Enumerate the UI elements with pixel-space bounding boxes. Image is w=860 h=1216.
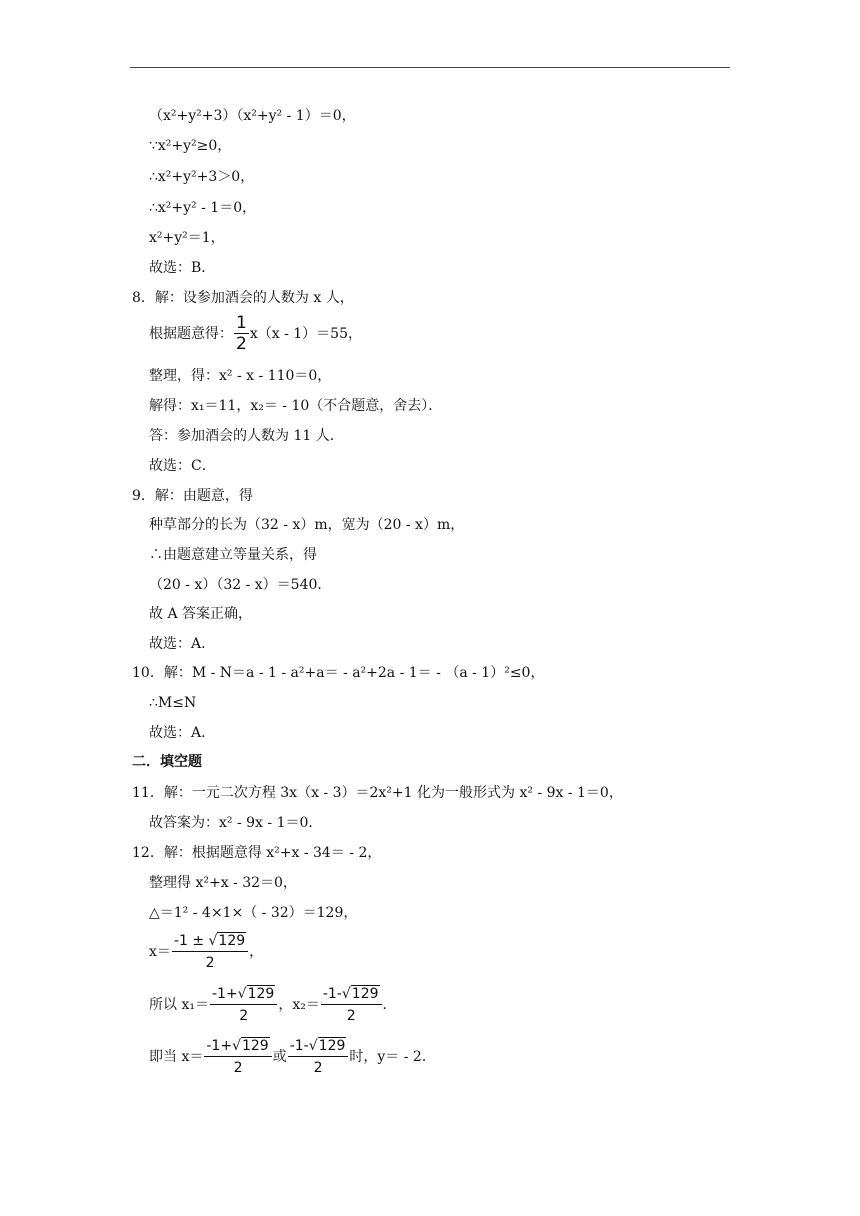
radicand: 129 bbox=[351, 986, 379, 1002]
numerator-text: -1 ± bbox=[173, 933, 209, 949]
text-line: ∴M≤N bbox=[149, 695, 197, 711]
text-line: （20 - x）（32 - x）＝540． bbox=[149, 577, 332, 593]
fraction-numerator: 1 bbox=[236, 313, 247, 333]
text-line: 故选：A． bbox=[149, 636, 216, 652]
equation-final bbox=[149, 1037, 436, 1077]
problem-12-heading: 12．解：根据题意得 x²+x - 34＝ - 2， bbox=[132, 845, 382, 861]
text-line: 种草部分的长为（32 - x）m，宽为（20 - x）m， bbox=[149, 517, 465, 533]
text-line: （x²+y²+3）（x²+y² - 1）＝0， bbox=[149, 108, 356, 124]
fraction bbox=[288, 1037, 349, 1077]
sqrt-icon: √129 bbox=[208, 933, 246, 949]
text-line: ∴由题意建立等量关系，得 bbox=[149, 547, 317, 563]
text-line: 答：参加酒会的人数为 11 人． bbox=[149, 428, 344, 444]
sqrt-icon: √129 bbox=[237, 986, 275, 1002]
text-line-with-fraction bbox=[149, 314, 362, 354]
equation-roots bbox=[149, 985, 397, 1025]
fraction-denominator: 2 bbox=[313, 1060, 323, 1076]
text-line: ∴x²+y²+3＞0， bbox=[149, 169, 255, 185]
text-line: 故选：B． bbox=[149, 260, 216, 276]
radicand: 129 bbox=[247, 986, 275, 1002]
radicand: 129 bbox=[318, 1038, 346, 1054]
sqrt-icon: √129 bbox=[341, 986, 379, 1002]
fraction-numerator bbox=[210, 985, 277, 1005]
fraction-numerator bbox=[288, 1037, 349, 1057]
header-rule bbox=[130, 67, 730, 68]
fraction-denominator: 2 bbox=[239, 1008, 249, 1024]
numerator-text: -1- bbox=[322, 986, 342, 1002]
sqrt-icon: √129 bbox=[308, 1038, 346, 1054]
text-segment: x（x - 1）＝55， bbox=[249, 326, 362, 342]
fraction-denominator: 2 bbox=[346, 1008, 356, 1024]
problem-10-heading: 10．解：M - N＝a - 1 - a²+a＝ - a²+2a - 1＝ - （a - 1）²≤0， bbox=[132, 665, 545, 681]
fraction-denominator: 2 bbox=[236, 334, 247, 354]
fraction-numerator bbox=[204, 1037, 271, 1057]
fraction-denominator: 2 bbox=[205, 955, 215, 971]
equation-x bbox=[149, 932, 263, 972]
fraction bbox=[204, 1037, 271, 1077]
text-segment: 即当 x＝ bbox=[149, 1049, 204, 1065]
text-segment: ， bbox=[249, 944, 264, 960]
fraction bbox=[172, 932, 248, 972]
text-segment: ． bbox=[382, 997, 397, 1013]
fraction-denominator: 2 bbox=[233, 1060, 243, 1076]
text-segment: 或 bbox=[272, 1049, 287, 1065]
sqrt-icon: √129 bbox=[232, 1038, 269, 1054]
text-segment: ，x₂＝ bbox=[278, 997, 320, 1013]
fraction-numerator bbox=[172, 932, 248, 952]
text-line: 整理得 x²+x - 32＝0， bbox=[149, 875, 297, 891]
section-heading: 二．填空题 bbox=[132, 754, 202, 770]
text-line: x²+y²＝1， bbox=[149, 230, 225, 246]
text-line: 故 A 答案正确， bbox=[149, 606, 253, 622]
text-segment: 时，y＝ - 2． bbox=[349, 1049, 436, 1065]
text-line: ∵x²+y²≥0， bbox=[149, 138, 232, 154]
problem-9-heading: 9．解：由题意，得 bbox=[132, 488, 253, 504]
text-line: 解得：x₁＝11，x₂＝ - 10（不合题意，舍去）． bbox=[149, 398, 443, 414]
text-line: 故选：A． bbox=[149, 725, 216, 741]
fraction-numerator bbox=[321, 985, 382, 1005]
text-line: 故答案为：x² - 9x - 1＝0． bbox=[149, 815, 323, 831]
text-line: ∴x²+y² - 1＝0， bbox=[149, 200, 257, 216]
problem-8-heading: 8．解：设参加酒会的人数为 x 人， bbox=[132, 290, 354, 306]
problem-11-heading: 11．解：一元二次方程 3x（x - 3）＝2x²+1 化为一般形式为 x² - 9x - 1＝0， bbox=[132, 785, 623, 801]
text-segment: x＝ bbox=[149, 944, 171, 960]
numerator-text: -1- bbox=[289, 1038, 309, 1054]
text-line: 故选：C． bbox=[149, 458, 216, 474]
radicand: 129 bbox=[218, 933, 246, 949]
text-segment: 根据题意得： bbox=[149, 326, 233, 342]
numerator-text: -1+ bbox=[206, 1038, 233, 1054]
text-line: △＝1² - 4×1×（ - 32）＝129， bbox=[149, 905, 358, 921]
radicand: 129 bbox=[241, 1038, 269, 1054]
fraction bbox=[321, 985, 382, 1025]
numerator-text: -1+ bbox=[211, 986, 238, 1002]
text-line: 整理，得：x² - x - 110＝0， bbox=[149, 368, 332, 384]
fraction bbox=[210, 985, 277, 1025]
text-segment: 所以 x₁＝ bbox=[149, 997, 209, 1013]
fraction-one-half bbox=[234, 315, 249, 353]
